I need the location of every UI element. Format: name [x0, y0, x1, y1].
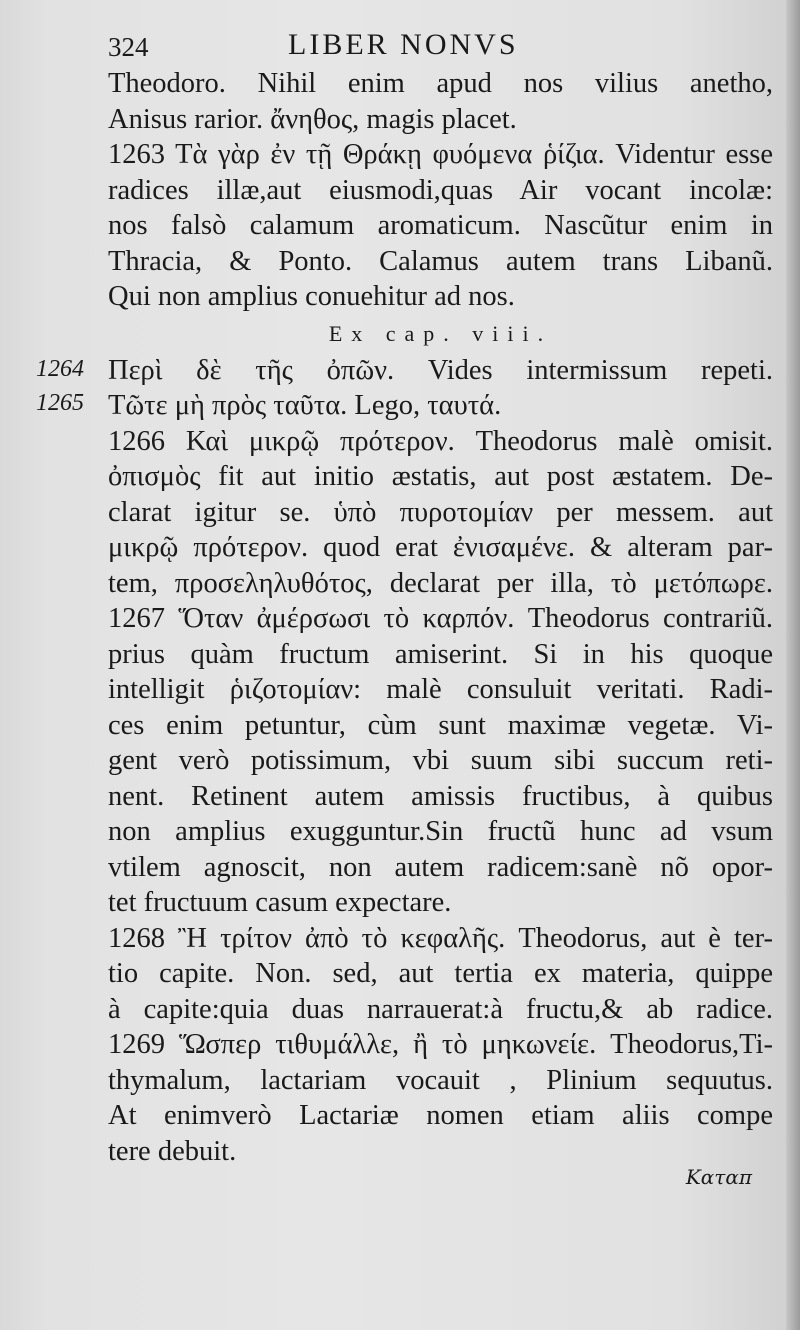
text-block	[108, 28, 773, 1169]
running-header	[108, 28, 773, 66]
catchword: Καταπ	[685, 1165, 752, 1189]
text-line: tet fructuum casum expectare.	[108, 887, 452, 918]
margin-number-1265: 1265	[36, 390, 84, 416]
text-line: radices illæ,aut eiusmodi,quas Air vocant incolæ:	[108, 174, 773, 206]
margin-number-1264: 1264	[36, 356, 84, 382]
text-line: 1268 Ἢ τρίτον ἀπὸ τὸ κεφαλῆς. Theodorus, aut è ter-	[108, 922, 773, 954]
text-line: μικρῷ πρότερον. quod erat ἐνισαμένε. & alteram par-	[108, 532, 773, 563]
text-line: Theodoro. Nihil enim apud nos vilius anetho,	[108, 68, 773, 99]
text-line: ὀπισμὸς fit aut initio æstatis, aut post æstatem. De-	[108, 461, 773, 492]
text-line: 1269 Ὥσπερ τιθυμάλλε, ἢ τὸ μηκωνείε. Theodorus,Ti-	[108, 1029, 773, 1060]
chapter-heading: Ex cap. viii.	[328, 320, 553, 346]
text-line: thymalum, lactariam vocauit , Plinium sequutus.	[108, 1064, 773, 1096]
text-line: clarat igitur se. ὑπὸ πυροτομίαν per messem. aut	[108, 496, 773, 528]
text-line: Anisus rarior. ἄνηθος, magis placet.	[108, 103, 517, 135]
bottom-paragraphs	[108, 424, 773, 1170]
text-line: tem, προσεληλυθότος, declarat per illa, τὸ μετόπωρε.	[108, 567, 773, 599]
text-line: Qui non amplius conuehitur ad nos.	[108, 281, 515, 312]
text-line: nent. Retinent autem amissis fructibus, à quibus	[108, 780, 773, 812]
text-line: 1266 Καὶ μικρῷ πρότερον. Theodorus malè omisit.	[108, 425, 773, 457]
text-line: Thracia, & Ponto. Calamus autem trans Libanũ.	[108, 245, 773, 277]
text-line: Τῶτε μὴ πρὸς ταῦτα. Lego, ταυτά.	[108, 390, 502, 421]
page-title: LIBER NONVS	[288, 28, 519, 61]
page-binding-edge	[786, 0, 800, 1330]
top-paragraphs	[108, 66, 773, 315]
text-line: ces enim petuntur, cùm sunt maximæ vegetæ. Vi-	[108, 709, 773, 741]
text-line: vtilem agnoscit, non autem radicem:sanè nõ opor-	[108, 851, 773, 883]
text-line: tere debuit.	[108, 1135, 237, 1167]
text-line: gent verò potissimum, vbi suum sibi succum reti-	[108, 745, 773, 776]
text-line: 1263 Τὰ γὰρ ἐν τῇ Θράκῃ φυόμενα ῥίζια. Videntur esse	[108, 139, 773, 170]
text-line: intelligit ῥιζοτομίαν: malè consuluit veritati. Radi-	[108, 674, 773, 705]
text-line: à capite:quia duas narrauerat:à fructu,& ab radice.	[108, 993, 773, 1025]
text-line: At enimverò Lactariæ nomen etiam aliis compe	[108, 1100, 773, 1131]
dropcap-paragraph	[108, 353, 773, 424]
page-number: 324	[108, 32, 149, 62]
text-line: non amplius exugguntur.Sin fructũ hunc ad vsum	[108, 816, 773, 847]
text-line: prius quàm fructum amiserint. Si in his quoque	[108, 638, 773, 670]
text-line: tio capite. Non. sed, aut tertia ex materia, quippe	[108, 958, 773, 989]
text-line: nos falsò calamum aromaticum. Nascũtur enim in	[108, 210, 773, 241]
text-line: 1267 Ὅταν ἀμέρσωσι τὸ καρπόν. Theodorus contrariũ.	[108, 603, 773, 634]
text-line: Περὶ δὲ τῆς ὀπῶν. Vides intermissum repeti.	[108, 354, 773, 386]
